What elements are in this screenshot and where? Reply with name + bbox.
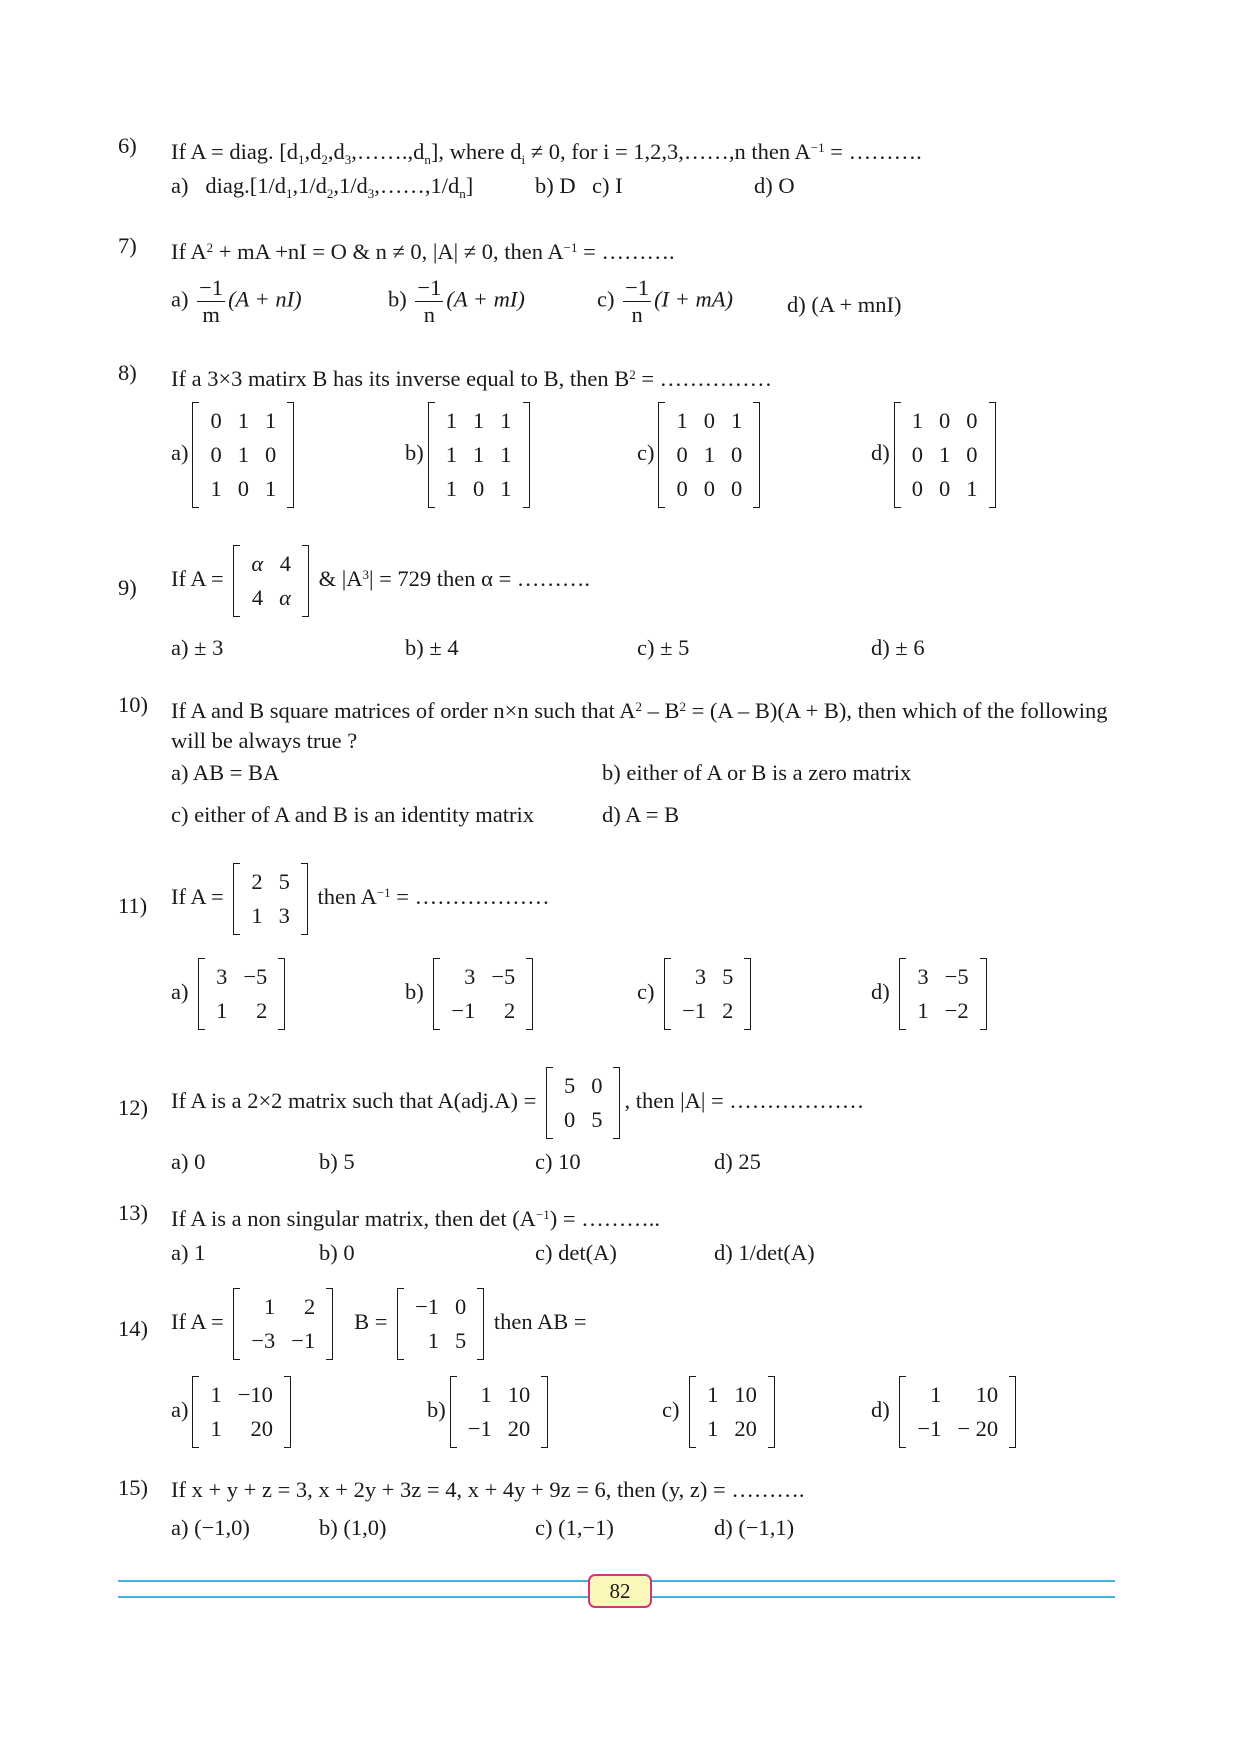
option-c[interactable]: c) 1 0 1 0 1 0 0 0 0 (637, 402, 764, 508)
matrix: 3 5 −1 2 (664, 958, 751, 1030)
matrix: 1 −10 1 20 (192, 1376, 290, 1448)
question-number: 14) (118, 1316, 148, 1341)
option-a[interactable]: a) 0 1 1 0 1 0 1 0 1 (171, 402, 298, 508)
option-b[interactable]: b) 1 1 1 1 1 1 1 0 1 (405, 402, 534, 508)
option-d[interactable]: d) ± 6 (871, 635, 925, 660)
question-9 (118, 545, 1123, 665)
option-b[interactable]: b) D (535, 173, 576, 198)
option-c[interactable]: c) 10 (535, 1149, 581, 1174)
question-7 (118, 233, 1123, 333)
option-b[interactable]: b) either of A or B is a zero matrix (602, 760, 912, 785)
matrix: 2 5 1 3 (233, 863, 308, 935)
question-10 (118, 692, 1123, 842)
option-b[interactable]: b) 1 10 −1 20 (427, 1376, 552, 1448)
options-row (171, 958, 1123, 1038)
question-12 (118, 1067, 1123, 1187)
options-row (171, 1149, 1123, 1189)
question-number: 12) (118, 1095, 148, 1120)
question-number: 11) (118, 893, 148, 918)
options-row (171, 1376, 1123, 1456)
option-c[interactable]: c) $\frac{-1}{n}$ (I + mA) (597, 275, 733, 327)
question-stem: If A = α 4 4 α & $|A^3| = 729$ then α = ………. (171, 545, 1123, 617)
matrix: 1 0 0 0 1 0 0 0 1 (894, 402, 996, 508)
option-a[interactable]: a) $diag.[1/d_1,1/d_2,1/d_3,\dots\dots,1/d_n]$ (171, 173, 474, 201)
option-b[interactable]: b) 5 (319, 1149, 355, 1174)
question-stem: If A = 2 5 1 3 then $A^{-1}$ = ……………… (171, 863, 1123, 935)
option-a[interactable]: a) 1 −10 1 20 (171, 1376, 295, 1448)
question-14 (118, 1288, 1123, 1458)
option-a[interactable]: a) 0 (171, 1149, 206, 1174)
option-a[interactable]: a) ± 3 (171, 635, 224, 660)
matrix: 0 1 1 0 1 0 1 0 1 (192, 402, 294, 508)
options-row (171, 173, 1123, 213)
question-stem: If A = 1 2 −3 −1 B = −1 0 1 5 then AB = (171, 1288, 1123, 1360)
question-stem: If A = diag. $[d_1,d_2,d_3,\dots\dots.,d_n]$, where $d_i \ne 0$, for i = 1,2,3,……,n then $A^{-1}$ = ………. (171, 139, 922, 167)
page-number-badge: 82 (588, 1574, 652, 1608)
options-row (171, 635, 1123, 675)
option-d[interactable]: d) 1 0 0 0 1 0 0 0 1 (871, 402, 1000, 508)
options-row (171, 802, 1123, 842)
options-row (171, 1240, 1123, 1280)
option-c[interactable]: c) ± 5 (637, 635, 690, 660)
question-stem: If A is a non singular matrix, then $\det (A^{-1})$ = ……….. (171, 1206, 660, 1231)
option-a[interactable]: a) 3 −5 1 2 (171, 958, 289, 1030)
option-c[interactable]: c) 1 10 1 20 (662, 1376, 779, 1448)
option-d[interactable]: d) A = B (602, 802, 680, 827)
option-d[interactable]: d) 1 10 −1 − 20 (871, 1376, 1020, 1448)
option-a[interactable]: a) 1 (171, 1240, 206, 1265)
question-number: 6) (118, 133, 137, 158)
matrix: 1 2 −3 −1 (233, 1288, 333, 1360)
option-c[interactable]: c) either of A and B is an identity matrix (171, 802, 535, 827)
matrix: 1 10 −1 − 20 (899, 1376, 1016, 1448)
option-c[interactable]: c) (1,−1) (535, 1515, 614, 1540)
options-row (171, 275, 1123, 335)
question-8 (118, 360, 1123, 520)
option-b[interactable]: b) (1,0) (319, 1515, 387, 1540)
options-row (171, 760, 1123, 800)
question-13 (118, 1200, 1123, 1280)
question-number: 7) (118, 233, 137, 258)
option-d[interactable]: d) 25 (714, 1149, 761, 1174)
option-d[interactable]: d) O (754, 173, 795, 198)
matrix: 1 10 1 20 (689, 1376, 775, 1448)
option-b[interactable]: b) 3 −5 −1 2 (405, 958, 537, 1030)
matrix: −1 0 1 5 (397, 1288, 484, 1360)
option-a[interactable]: a) $\frac{-1}{m}$ (A + nI) (171, 275, 302, 327)
question-stem: If A is a 2×2 matrix such that A(adj.A) = 5 0 0 5 , then |A| = ……………… (171, 1067, 1123, 1139)
question-number: 8) (118, 360, 137, 385)
question-15 (118, 1475, 1123, 1555)
matrix: 3 −5 1 2 (198, 958, 285, 1030)
question-stem: If x + y + z = 3, x + 2y + 3z = 4, x + 4y + 9z = 6, then (y, z) = ………. (171, 1477, 805, 1502)
option-b[interactable]: b) ± 4 (405, 635, 459, 660)
option-a[interactable]: a) AB = BA (171, 760, 280, 785)
matrix: α 4 4 α (233, 545, 309, 617)
option-c[interactable]: c) 3 5 −1 2 (637, 958, 755, 1030)
matrix: 5 0 0 5 (546, 1067, 621, 1139)
option-b[interactable]: b) $\frac{-1}{n}$ (A + mI) (388, 275, 525, 327)
question-11 (118, 863, 1123, 1043)
option-d[interactable]: d) (A + mnI) (787, 292, 902, 317)
matrix: 3 −5 −1 2 (433, 958, 533, 1030)
question-number: 10) (118, 692, 148, 717)
options-row (171, 1515, 1123, 1555)
option-d[interactable]: d) 1/det(A) (714, 1240, 815, 1265)
matrix: 1 0 1 0 1 0 0 0 0 (658, 402, 760, 508)
option-a[interactable]: a) (−1,0) (171, 1515, 250, 1540)
question-number: 9) (118, 575, 137, 600)
options-row (171, 402, 1123, 512)
matrix: 3 −5 1 −2 (899, 958, 986, 1030)
matrix: 1 1 1 1 1 1 1 0 1 (428, 402, 530, 508)
question-number: 15) (118, 1475, 148, 1500)
question-stem: If $A^2$ + mA +nI = O & n ≠ 0, |A| ≠ 0, then $A^{-1}$ = ………. (171, 239, 675, 264)
question-stem: If a 3×3 matirx B has its inverse equal to B, then $B^2$ = …………… (171, 366, 773, 391)
question-stem: If A and B square matrices of order n×n such that $A^2 - B^2 = (A - B)(A + B)$, then which of the following will be always true ? (171, 698, 1108, 753)
option-d[interactable]: d) (−1,1) (714, 1515, 795, 1540)
matrix: 1 10 −1 20 (450, 1376, 548, 1448)
option-c[interactable]: c) I (592, 173, 623, 198)
question-number: 13) (118, 1200, 148, 1225)
option-c[interactable]: c) det(A) (535, 1240, 617, 1265)
option-b[interactable]: b) 0 (319, 1240, 355, 1265)
question-6 (118, 133, 1123, 203)
option-d[interactable]: d) 3 −5 1 −2 (871, 958, 991, 1030)
